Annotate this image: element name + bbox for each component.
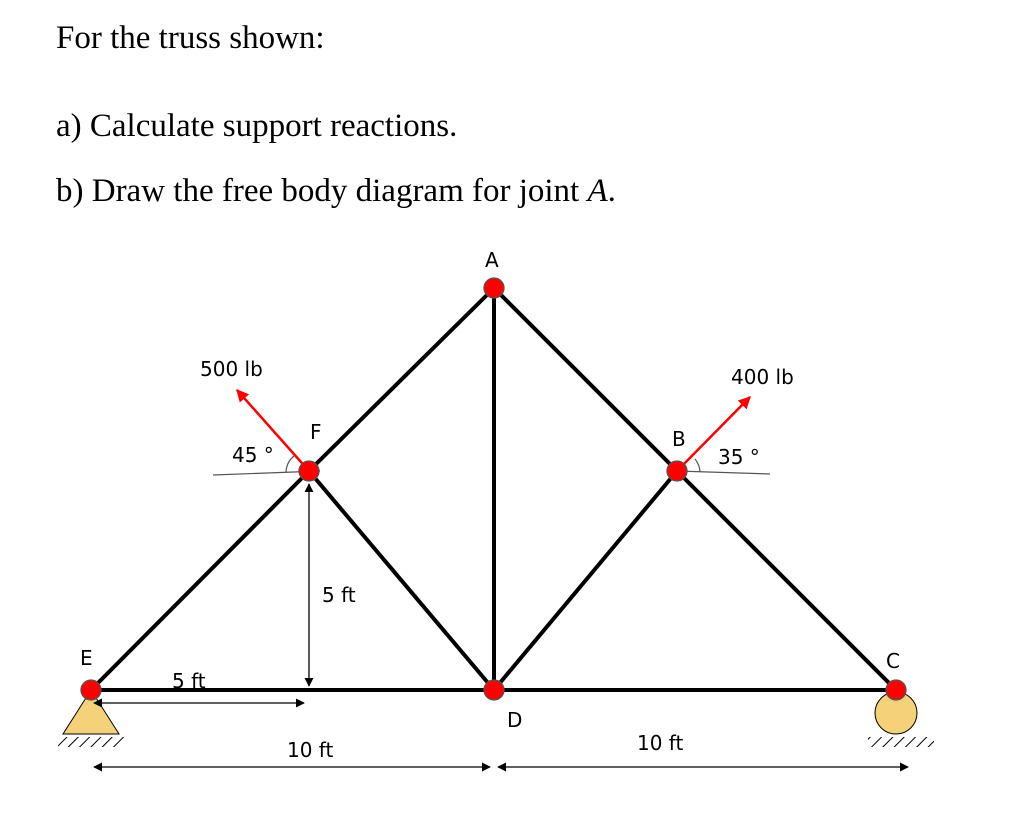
member-FA (309, 288, 494, 471)
half-bay-dimension-label: 5 ft (172, 669, 206, 693)
right-angle-arc (695, 459, 700, 472)
member-AB (494, 288, 677, 471)
truss-members (91, 288, 896, 690)
load-45-angle-label: 45 ° (232, 443, 274, 467)
left-angle-arc (286, 456, 294, 472)
joint-C (886, 680, 906, 700)
load-35-angle-label: 35 ° (718, 445, 760, 469)
member-BD (494, 471, 677, 690)
joint-E (81, 680, 101, 700)
joint-D (484, 680, 504, 700)
node-label-D: D (507, 708, 523, 732)
question-part-b-joint: A (587, 173, 608, 209)
node-label-B: B (672, 427, 686, 451)
member-FD (309, 471, 494, 690)
question-part-a: a) Calculate support reactions. (56, 108, 458, 144)
question-part-b-suffix: . (607, 173, 616, 209)
member-BC (677, 471, 896, 690)
height-dimension-label: 5 ft (322, 583, 356, 607)
node-label-F: F (310, 420, 322, 444)
left-span-dimension-label: 10 ft (287, 738, 334, 762)
load-500-label: 500 lb (200, 357, 263, 381)
member-EF (91, 471, 309, 690)
joint-B (667, 461, 687, 481)
question-title: For the truss shown: (56, 20, 325, 56)
load-400-label: 400 lb (731, 365, 794, 389)
node-label-C: C (886, 649, 900, 673)
node-label-A: A (485, 248, 499, 272)
question-part-b-prefix: b) Draw the free body diagram for joint (56, 173, 588, 209)
right-span-dimension-label: 10 ft (637, 731, 684, 755)
pin-ground-hatch (58, 737, 124, 747)
right-reference-line (677, 471, 770, 474)
joint-A (484, 278, 504, 298)
joint-F (299, 461, 319, 481)
node-label-E: E (80, 646, 93, 670)
roller-ground-hatch (868, 737, 934, 747)
